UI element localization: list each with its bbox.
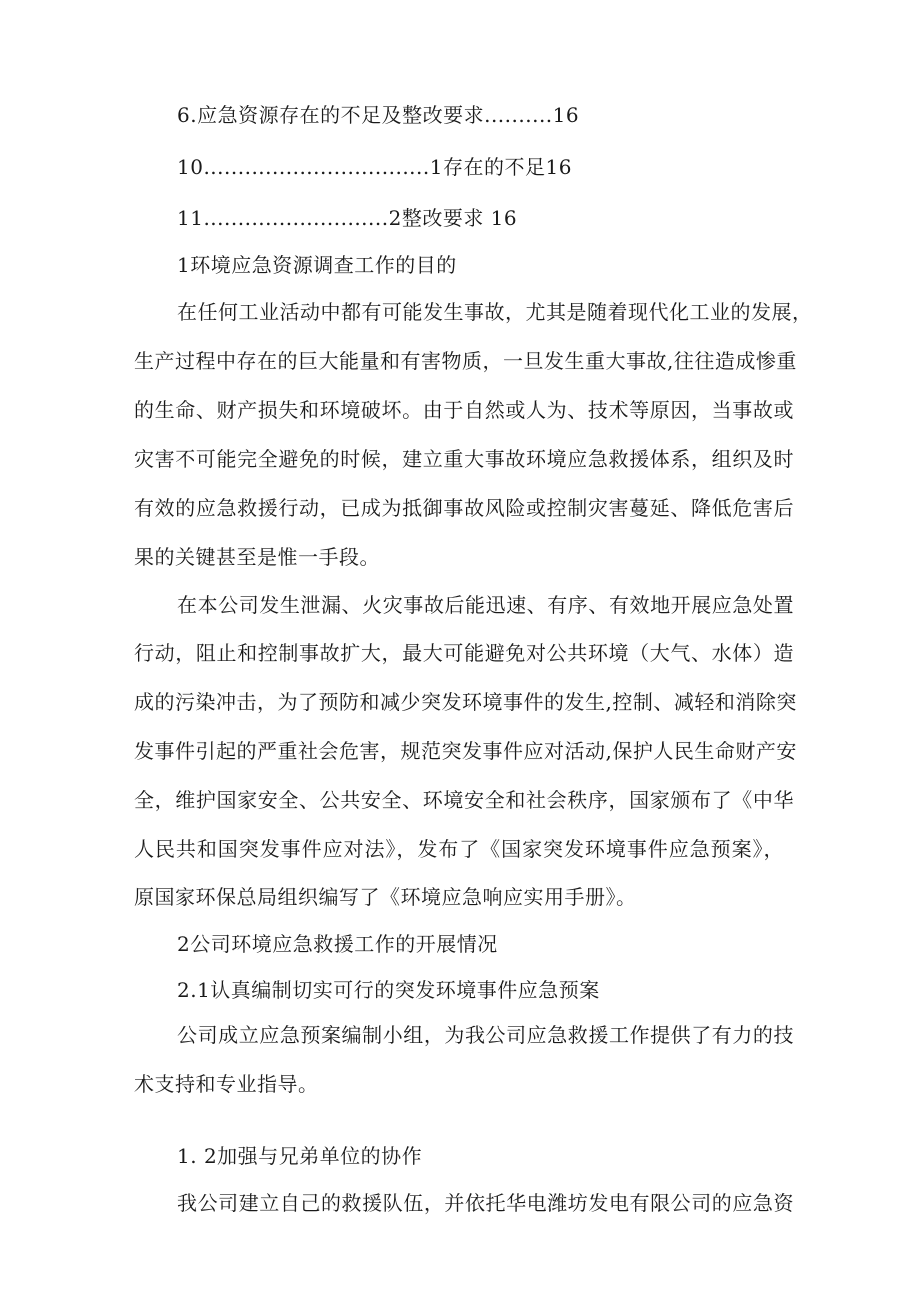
paragraph-line: 成的污染冲击，为了预防和减少突发环境事件的发生,控制、减轻和消除突 bbox=[134, 690, 797, 714]
paragraph-line: 全，维护国家安全、公共安全、环境安全和社会秩序，国家颁布了《中华 bbox=[134, 788, 794, 812]
paragraph-line: 果的关键甚至是惟一手段。 bbox=[134, 545, 380, 569]
subsection-heading: 2.1认真编制切实可行的突发环境事件应急预案 bbox=[177, 978, 600, 1002]
paragraph-line: 有效的应急救援行动，已成为抵御事故风险或控制灾害蔓延、降低危害后 bbox=[134, 496, 794, 520]
paragraph-line: 术支持和专业指导。 bbox=[134, 1072, 319, 1096]
toc-item: 6.应急资源存在的不足及整改要求..........16 bbox=[177, 103, 580, 127]
section-heading: 2公司环境应急救援工作的开展情况 bbox=[177, 932, 498, 956]
paragraph-line: 原国家环保总局组织编写了《环境应急响应实用手册》。 bbox=[134, 885, 637, 909]
paragraph-line: 行动，阻止和控制事故扩大，最大可能避免对公共环境（大气、水体）造 bbox=[134, 641, 794, 665]
paragraph-line: 的生命、财产损失和环境破坏。由于自然或人为、技术等原因，当事故或 bbox=[134, 398, 794, 422]
paragraph-line: 发事件引起的严重社会危害，规范突发事件应对活动,保护人民生命财产安 bbox=[134, 739, 797, 763]
section-heading: 1环境应急资源调查工作的目的 bbox=[177, 253, 457, 277]
toc-item: 10.................................1存在的不足16 bbox=[177, 155, 572, 179]
paragraph-line: 在任何工业活动中都有可能发生事故，尤其是随着现代化工业的发展， bbox=[177, 300, 813, 324]
paragraph-line: 生产过程中存在的巨大能量和有害物质，一旦发生重大事故,往往造成惨重 bbox=[134, 349, 797, 373]
paragraph-line: 灾害不可能完全避免的时候，建立重大事故环境应急救援体系，组织及时 bbox=[134, 447, 794, 471]
paragraph-line: 公司成立应急预案编制小组，为我公司应急救援工作提供了有力的技 bbox=[177, 1023, 794, 1047]
subsection-heading: 1. 2加强与兄弟单位的协作 bbox=[177, 1144, 423, 1168]
toc-item: 11...........................2整改要求 16 bbox=[177, 206, 518, 230]
paragraph-line: 我公司建立自己的救援队伍，并依托华电潍坊发电有限公司的应急资 bbox=[177, 1191, 794, 1215]
paragraph-line: 人民共和国突发事件应对法》，发布了《国家突发环境事件应急预案》， bbox=[134, 837, 784, 861]
paragraph-line: 在本公司发生泄漏、火灾事故后能迅速、有序、有效地开展应急处置 bbox=[177, 593, 794, 617]
